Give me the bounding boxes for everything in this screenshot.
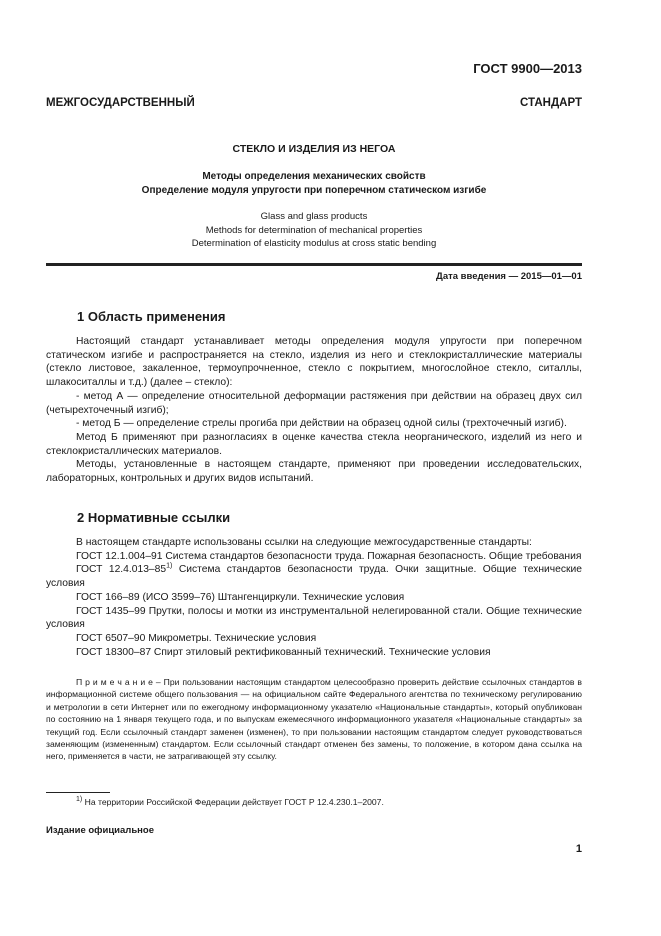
footnote-divider [46,792,110,793]
reference-item: ГОСТ 6507–90 Микрометры. Технические условия [76,632,317,644]
subtitle-line-1: Методы определения механических свойств [202,171,426,182]
note-label: П р и м е ч а н и е [76,677,153,687]
subtitle-line-2: Определение модуля упругости при поперечном статическом изгибе [141,185,487,196]
note-block [46,676,582,763]
reference-text: Система стандартов безопасности труда. Очки защитные. Общие технические условия [46,564,582,590]
english-title-line-1: Glass and glass products [260,211,368,222]
official-edition-label: Издание официальное [46,825,154,836]
footnote [46,796,582,808]
paragraph: Настоящий стандарт устанавливает методы определения модуля упругости при поперечном статическом изгибе и распространяется на стекло, изделия из него и стеклокристаллические материалы (стекло листовое, закаленное, термоупрочненное, стекло с покрытием, многослойное стекло, ситаллы, шлакоситаллы и т.д.) (далее – стекло): [46,336,582,389]
document-title: СТЕКЛО И ИЗДЕЛИЯ ИЗ НЕГОА [232,143,396,155]
english-title-line-3: Determination of elasticity modulus at cross static bending [191,238,437,249]
english-title [46,210,582,251]
paragraph: - метод Б — определение стрелы прогиба при действии на образец одной силы (трехточечный изгиб). [76,418,567,430]
reference-item: ГОСТ 18300–87 Спирт этиловый ректификованный технический. Технические условия [76,646,491,658]
reference-item [46,563,582,590]
paragraph: Методы, установленные в настоящем стандарте, применяют при проведении исследовательских, лабораторных, контрольных и других видов испытаний. [46,459,582,485]
note-text: – При пользовании настоящим стандартом целесообразно проверить действие ссылочных стандартов в информационной системе общего пользования — на официальном сайте Федерального агентства по техническому регулированию и метрологии в сети Интернет или по ежегодному информационному указателю «Национальные стандарты», который опубликован по состоянию на 1 января текущего года, и по выпускам ежемесячного информационного указателя «Национальные стандарты» за текущий год. Если ссылочный стандарт заменен (изменен), то при пользовании настоящим стандартом следует руководствоваться заменяющим (измененным) стандартом. Если ссылочный стандарт отменен без замены, то положение, в котором дана ссылка на него, применяется в части, не затрагивающей эту ссылку. [46,677,582,762]
introduction-date: Дата введения — 2015—01—01 [436,271,582,282]
paragraph: Метод Б применяют при разногласиях в оценке качества стекла неорганического, изделий из него и стеклокристаллических материалов. [46,431,582,457]
page-number: 1 [575,843,582,855]
english-title-line-2: Methods for determination of mechanical properties [205,224,423,236]
reference-item: ГОСТ 1435–99 Прутки, полосы и мотки из инструментальной нелегированной стали. Общие технические условия [46,605,582,631]
document-subtitle [46,170,582,198]
section-2-body [46,536,582,659]
reference-code: ГОСТ 12.4.013–85 [76,564,167,576]
paragraph: В настоящем стандарте использованы ссылки на следующие межгосударственные стандарты: [76,537,532,548]
section-1-body [46,335,582,486]
note-paragraph [46,676,582,763]
interstate-standard-label: МЕЖГОСУДАРСТВЕННЫЙ СТАНДАРТ [46,97,582,109]
reference-item: ГОСТ 12.1.004–91 Система стандартов безопасности труда. Пожарная безопасность. Общие требования [76,550,582,562]
header-divider [46,263,582,266]
reference-item: ГОСТ 166–89 (ИСО 3599–76) Штангенциркули. Технические условия [76,591,405,603]
section-1-heading: 1 Область применения [77,309,226,324]
section-2-heading: 2 Нормативные ссылки [77,510,231,525]
footnote-text: На территории Российской Федерации действует ГОСТ Р 12.4.230.1–2007. [82,797,384,807]
footnote-marker: 1) [166,562,173,570]
standard-code: ГОСТ 9900—2013 [473,61,582,76]
footnote-marker: 1) [76,796,83,804]
paragraph: - метод А — определение относительной деформации растяжения при действии на образец двух сил (четырехточечный изгиб); [46,390,582,416]
